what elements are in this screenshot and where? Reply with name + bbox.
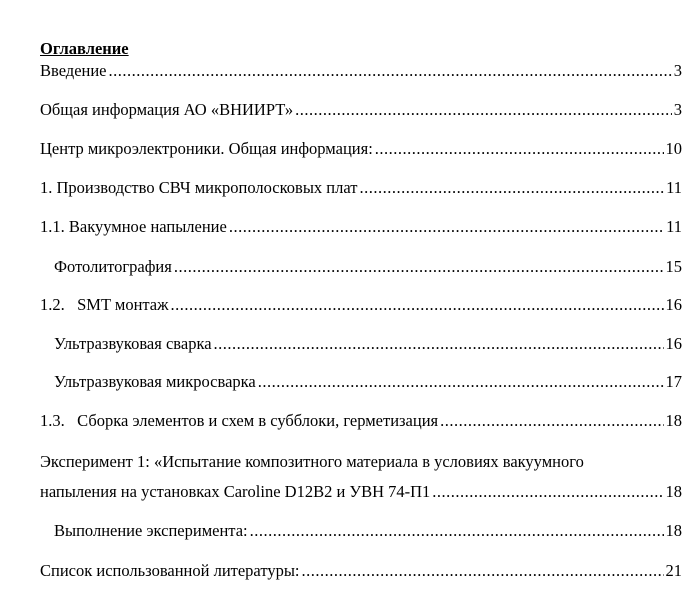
dot-leader (295, 100, 672, 120)
toc-entry-references[interactable] (40, 561, 682, 581)
toc-entry-page: 21 (665, 561, 682, 580)
toc-entry-ultrasonic-welding[interactable] (54, 334, 682, 354)
toc-entry-label: Ультразвуковая микросварка (54, 372, 256, 391)
toc-entry-label: 1.3. Сборка элементов и схем в субблоки, герметизация (40, 411, 439, 430)
toc-entry-label: 1. Производство СВЧ микрополосковых плат (40, 178, 358, 197)
dot-leader (432, 482, 663, 502)
dot-leader (229, 217, 664, 237)
toc-entry-page: 15 (665, 257, 682, 276)
toc-entry-label: Центр микроэлектроники. Общая информация: (40, 139, 373, 158)
dot-leader (375, 139, 664, 159)
toc-heading: Оглавление (40, 39, 129, 58)
toc-entry-photolithography[interactable] (54, 257, 682, 277)
dot-leader (250, 521, 664, 541)
toc-entry-page: 11 (666, 178, 682, 197)
toc-entry-microelectronics-center[interactable] (40, 139, 682, 159)
toc-entry-label: Список использованной литературы: (40, 561, 300, 580)
toc-entry-section-1[interactable] (40, 178, 682, 198)
toc-entry-label: Фотолитография (54, 257, 172, 276)
dot-leader (440, 411, 663, 431)
toc-entry-introduction[interactable] (40, 61, 682, 81)
dot-leader (302, 561, 664, 581)
toc-entry-experiment-1[interactable] (40, 482, 682, 502)
toc-entry-section-1-3[interactable] (40, 411, 682, 431)
toc-entry-page: 16 (665, 334, 682, 353)
toc-entry-page: 3 (673, 100, 682, 119)
toc-entry-section-1-1[interactable] (40, 217, 682, 237)
toc-entry-page: 18 (665, 521, 682, 540)
dot-leader (174, 257, 664, 277)
toc-entry-page: 18 (665, 411, 682, 430)
toc-entry-label: Ультразвуковая сварка (54, 334, 212, 353)
toc-entry-page: 17 (665, 372, 682, 391)
toc-entry-experiment-execution[interactable] (54, 521, 682, 541)
toc-entry-label: напыления на установках Caroline D12B2 и УВН 74-П1 (40, 482, 431, 501)
dot-leader (258, 372, 664, 392)
toc-entry-label: Общая информация АО «ВНИИРТ» (40, 100, 294, 119)
toc-entry-page: 11 (666, 217, 682, 236)
dot-leader (171, 295, 664, 315)
dot-leader (109, 61, 672, 81)
toc-entry-page: 18 (665, 482, 682, 501)
toc-entry-experiment-1-line1[interactable]: Эксперимент 1: «Испытание композитного материала в условиях вакуумного (40, 452, 584, 471)
toc-entry-page: 16 (665, 295, 682, 314)
toc-entry-label: 1.2. SMT монтаж (40, 295, 169, 314)
toc-entry-label: 1.1. Вакуумное напыление (40, 217, 227, 236)
toc-entry-page: 3 (673, 61, 682, 80)
dot-leader (214, 334, 664, 354)
dot-leader (359, 178, 664, 198)
toc-entry-section-1-2[interactable] (40, 295, 682, 315)
toc-entry-page: 10 (665, 139, 682, 158)
toc-entry-general-info[interactable] (40, 100, 682, 120)
toc-entry-label: Введение (40, 61, 107, 80)
toc-entry-ultrasonic-microwelding[interactable] (54, 372, 682, 392)
toc-entry-label: Выполнение эксперимента: (54, 521, 248, 540)
